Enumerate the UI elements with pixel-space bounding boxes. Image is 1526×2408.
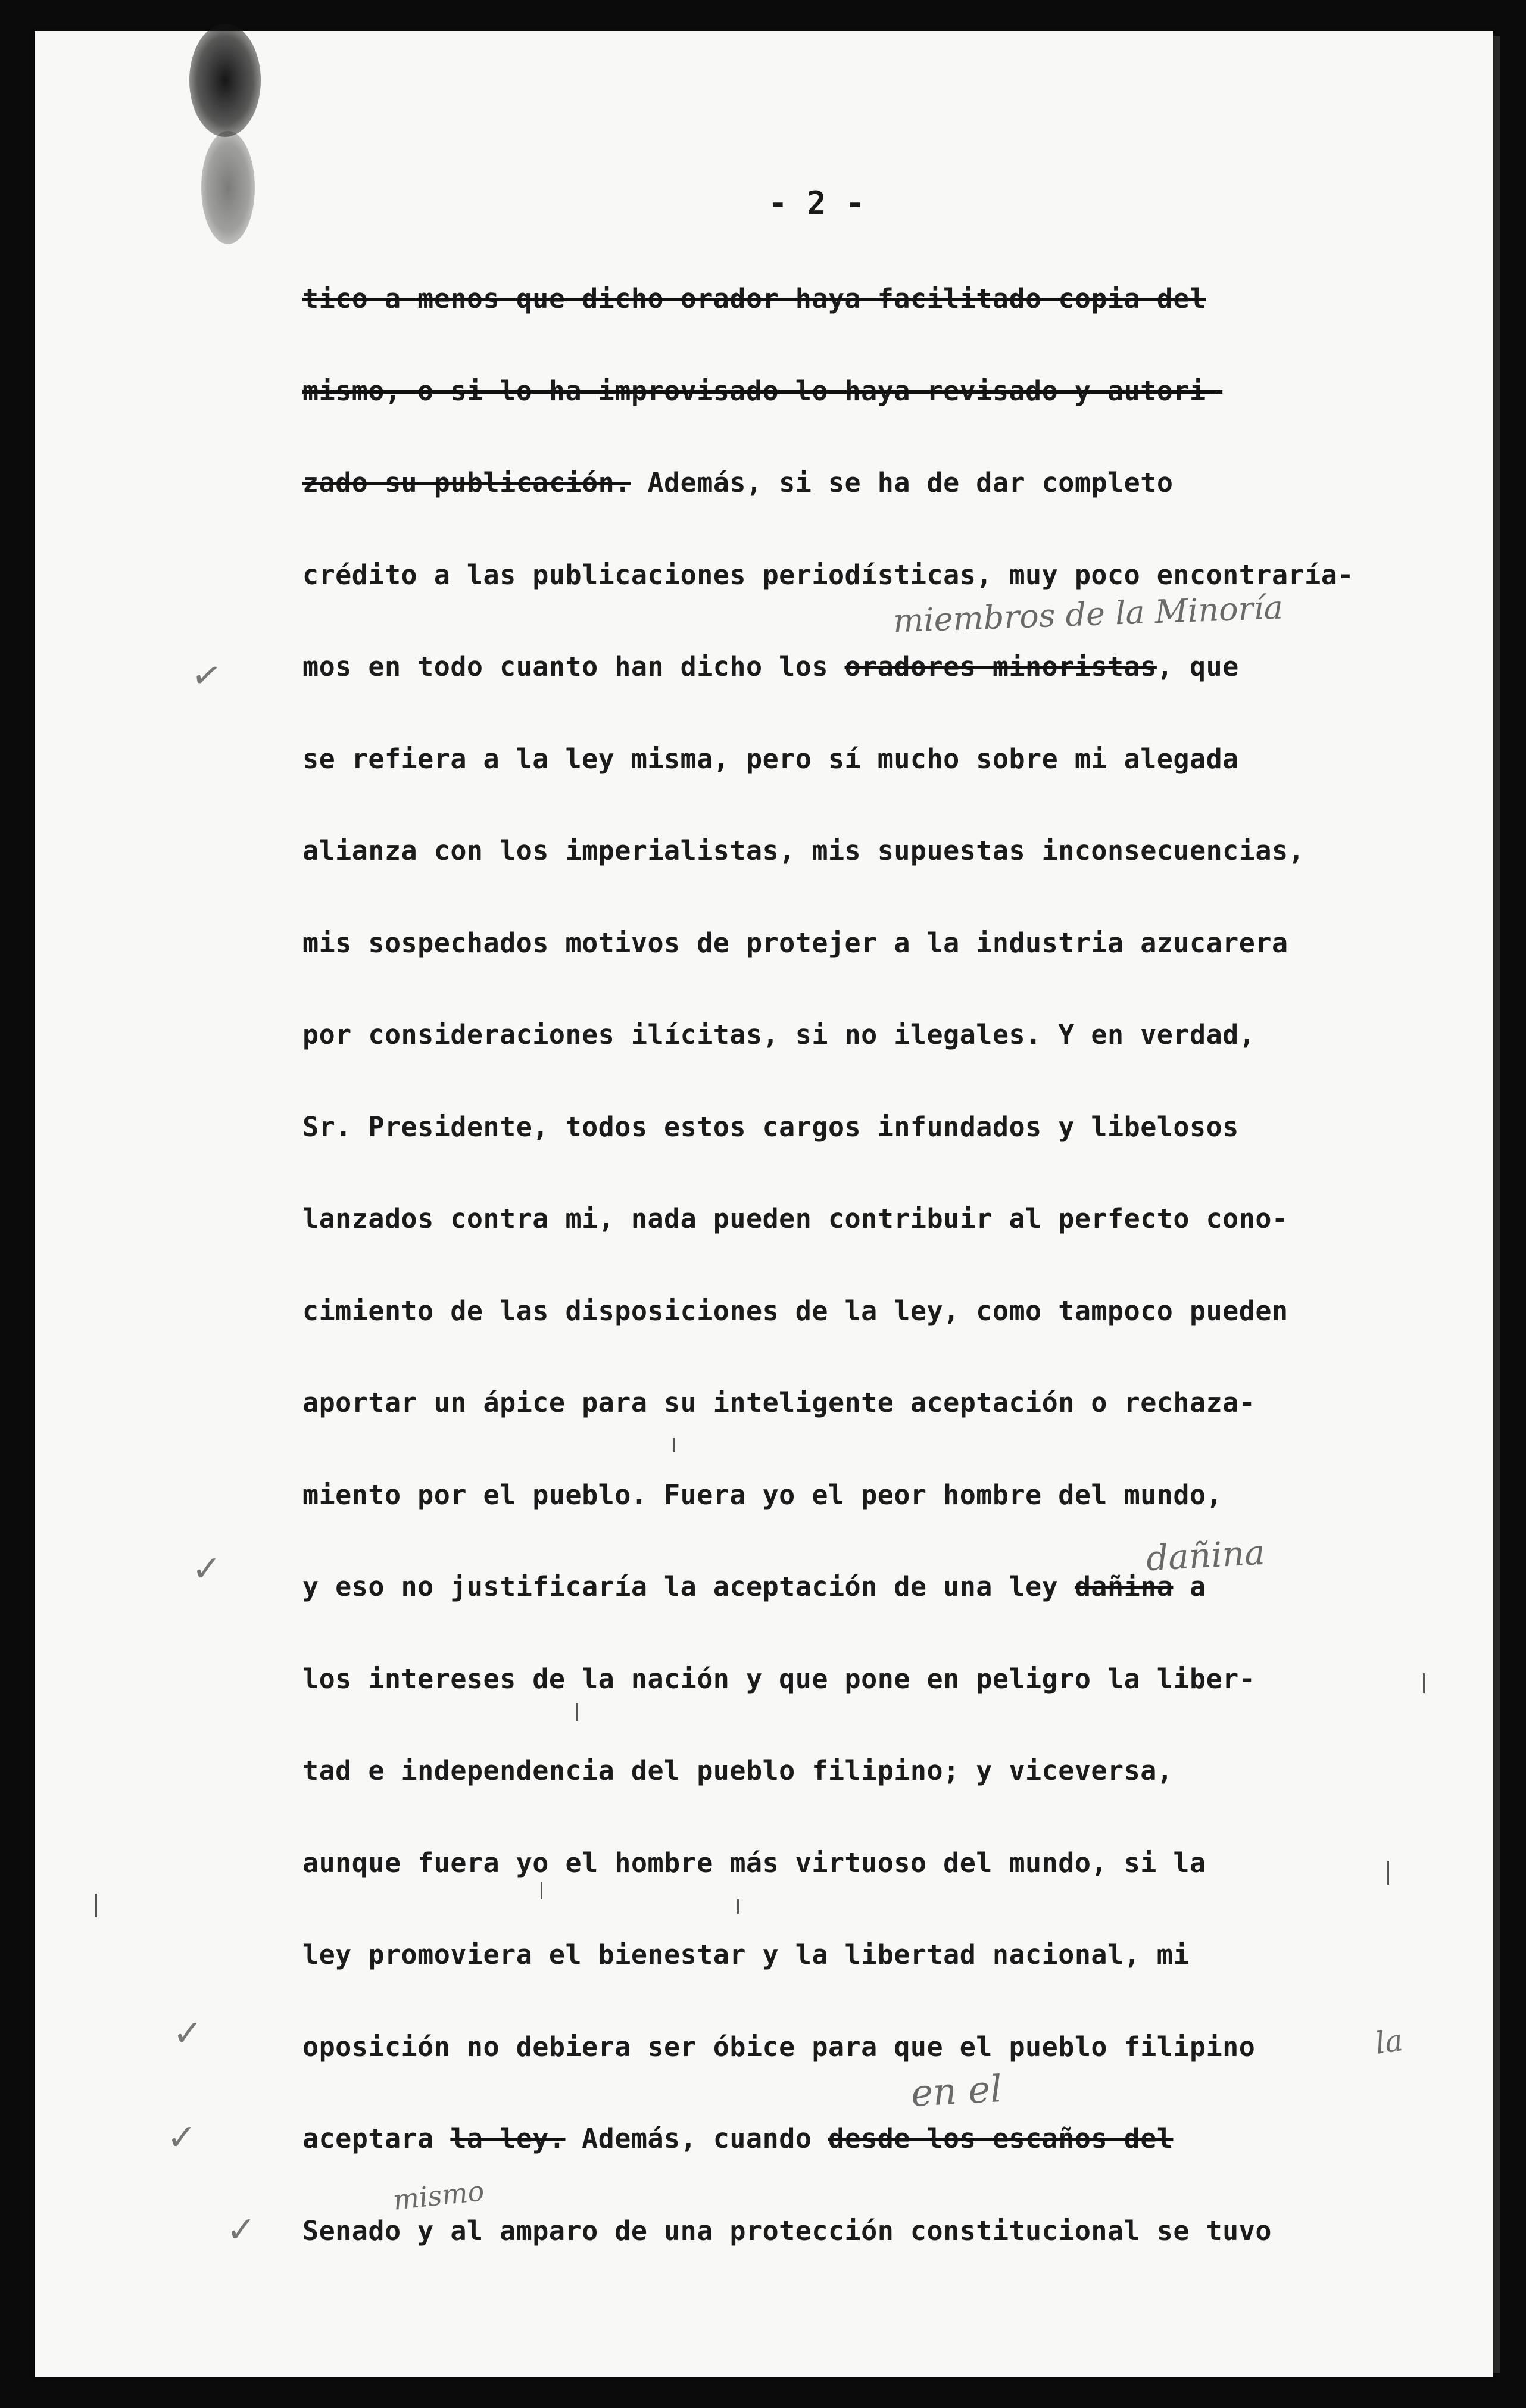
text-line <box>302 1295 1288 1327</box>
margin-check-mark: ✓ <box>173 2013 203 2054</box>
text-line <box>302 835 1305 866</box>
text-line <box>302 1755 1173 1786</box>
margin-check-mark: ✓ <box>192 1548 222 1590</box>
text-segment: se refiera a la ley misma, pero sí mucho sobre mi alegada <box>302 743 1239 775</box>
text-segment: , que <box>1156 651 1239 682</box>
struck-text: mismo, o si lo ha improvisado lo haya revisado y autori- <box>302 375 1223 407</box>
text-line <box>302 1847 1206 1879</box>
struck-text: tico a menos que dicho orador haya facilitado copia del <box>302 283 1206 314</box>
text-line <box>302 2123 1173 2154</box>
text-segment: Sr. Presidente, todos estos cargos infundados y libelosos <box>302 1111 1239 1143</box>
text-line <box>302 2215 1272 2247</box>
text-line <box>302 927 1288 959</box>
text-segment: mos en todo cuanto han dicho los <box>302 651 845 682</box>
text-line <box>302 467 1173 498</box>
text-line <box>302 1939 1190 1970</box>
paper-speck <box>576 1703 578 1721</box>
text-line <box>302 1111 1239 1143</box>
text-segment: Además, si se ha de dar completo <box>631 467 1174 498</box>
text-line <box>302 1663 1255 1695</box>
text-segment: mis sospechados motivos de protejer a la industria azucarera <box>302 927 1288 959</box>
page-edge-shadow <box>1493 36 1500 2373</box>
text-segment: aceptara <box>302 2123 451 2154</box>
text-segment: Senado y al amparo de una protección constitucional se tuvo <box>302 2214 1272 2247</box>
paper-speck <box>541 1882 542 1899</box>
struck-text: oradores minoristas <box>844 651 1157 682</box>
struck-text: desde los escaños del <box>828 2123 1174 2154</box>
paper-speck <box>95 1894 97 1917</box>
text-line <box>302 1571 1206 1602</box>
handwritten-note-mismo: mismo <box>391 2175 486 2216</box>
text-line <box>302 743 1239 775</box>
text-line <box>302 559 1354 591</box>
paper-speck <box>673 1438 675 1452</box>
ink-smudge <box>201 131 255 244</box>
text-segment: Además, cuando <box>565 2123 828 2154</box>
text-segment: y eso no justificaría la aceptación de una ley <box>302 1571 1075 1602</box>
paper-speck <box>1387 1861 1389 1885</box>
margin-check-mark: ✓ <box>167 2117 197 2159</box>
text-segment: miento por el pueblo. Fuera yo el peor hombre del mundo, <box>302 1479 1223 1511</box>
text-segment: a <box>1173 1571 1206 1602</box>
text-segment: tad e independencia del pueblo filipino; y viceversa, <box>302 1755 1174 1786</box>
struck-text: la ley. <box>450 2123 566 2154</box>
text-line <box>302 375 1222 407</box>
text-line <box>302 283 1206 314</box>
margin-check-mark: ✓ <box>226 2209 257 2251</box>
text-line <box>302 2031 1255 2063</box>
handwritten-note-danina: dañina <box>1145 1531 1266 1579</box>
text-segment: crédito a las publicaciones periodísticas, muy poco encontraría- <box>302 559 1354 591</box>
paper-speck <box>1423 1673 1425 1693</box>
text-segment: alianza con los imperialistas, mis supuestas inconsecuencias, <box>302 835 1305 866</box>
text-segment: cimiento de las disposiciones de la ley, como tampoco pueden <box>302 1295 1288 1327</box>
page-number: - 2 - <box>768 185 865 222</box>
margin-check-mark: ✓ <box>188 653 225 699</box>
text-segment: ley promoviera el bienestar y la libertad nacional, mi <box>302 1939 1190 1970</box>
struck-text: zado su publicación. <box>302 467 631 498</box>
text-line <box>302 1387 1255 1418</box>
text-line <box>302 651 1239 682</box>
text-line <box>302 1203 1288 1234</box>
handwritten-margin-la: la <box>1373 2023 1405 2061</box>
text-line <box>302 1019 1255 1050</box>
text-segment: aunque fuera yo el hombre más virtuoso del mundo, si la <box>302 1846 1206 1879</box>
text-line <box>302 1479 1222 1511</box>
ink-blot-top <box>189 24 261 137</box>
handwritten-note-minoria: miembros de la Minoría <box>892 588 1284 640</box>
paper-speck <box>737 1899 739 1914</box>
text-segment: por consideraciones ilícitas, si no ilegales. Y en verdad, <box>302 1019 1256 1050</box>
text-segment: oposición no debiera ser óbice para que el pueblo filipino <box>302 2030 1256 2063</box>
text-segment: lanzados contra mi, nada pueden contribuir al perfecto cono- <box>302 1203 1288 1234</box>
text-segment: aportar un ápice para su inteligente aceptación o rechaza- <box>302 1387 1256 1418</box>
text-segment: los intereses de la nación y que pone en peligro la liber- <box>302 1662 1256 1695</box>
struck-text: dañina <box>1074 1571 1174 1602</box>
handwritten-note-en-el: en el <box>910 2067 1003 2115</box>
